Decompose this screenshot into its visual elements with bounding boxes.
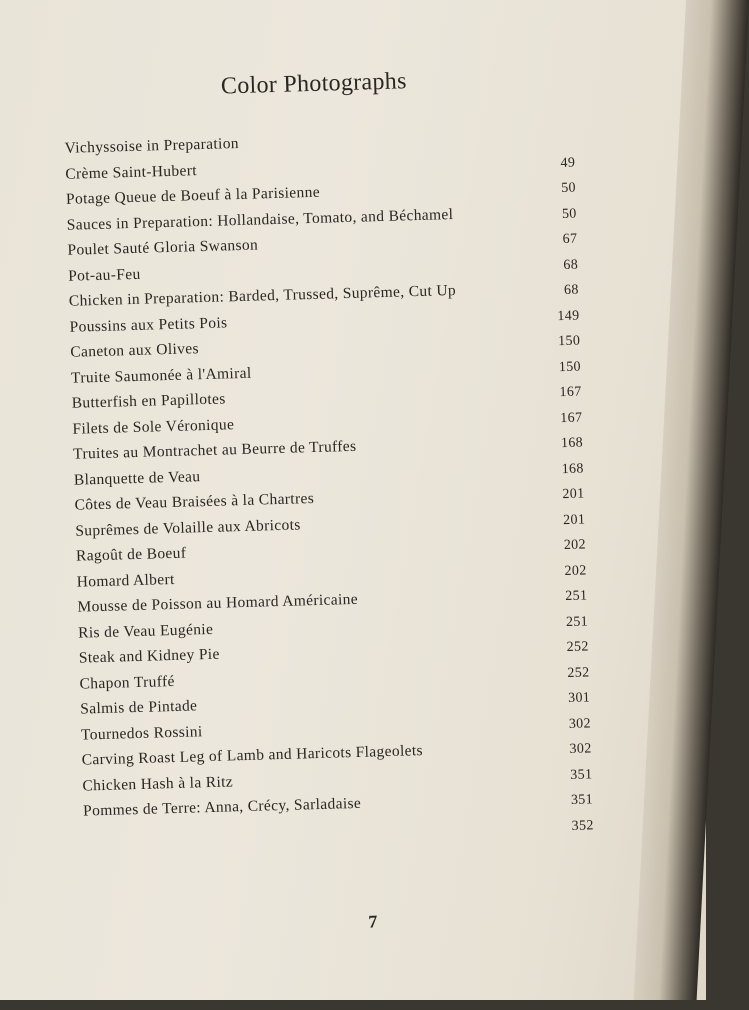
entry-page-number: 67	[562, 231, 578, 247]
entry-page-number: 301	[567, 690, 591, 706]
entry-page-number: 168	[560, 435, 584, 452]
entry-title: Pot-au-Feu	[67, 265, 141, 285]
entry-page-number: 168	[561, 460, 584, 477]
entry-title: Sauces in Preparation: Hollandaise, Tomato, and Béchamel	[66, 205, 454, 234]
entry-title: Filets de Sole Véronique	[72, 415, 235, 438]
entry-title: Chicken in Preparation: Barded, Trussed, Suprême, Cut Up	[68, 281, 457, 310]
entry-title: Côtes de Veau Braisées à la Chartres	[74, 490, 315, 514]
entry-title: Truites au Montrachet au Beurre de Truffes	[72, 437, 357, 463]
entry-page-number: 167	[559, 384, 582, 401]
entry-title: Crème Saint-Hubert	[65, 161, 198, 183]
entry-page-number: 202	[564, 562, 587, 579]
entry-title: Ragoût de Boeuf	[75, 544, 187, 565]
entry-title: Potage Queue de Boeuf à la Parisienne	[65, 183, 321, 208]
entry-title: Chapon Truffé	[79, 672, 175, 693]
entry-page-number: 351	[570, 766, 593, 783]
entry-page-number: 201	[562, 511, 586, 528]
entry-page-number: 302	[568, 715, 592, 732]
entry-title: Salmis de Pintade	[80, 697, 198, 718]
entry-page-number: 351	[570, 792, 594, 808]
entry-title: Suprêmes de Volaille aux Abricots	[75, 515, 301, 540]
entry-title: Butterfish en Papillotes	[71, 390, 226, 412]
entry-page-number: 251	[565, 588, 588, 605]
entry-page-number: 68	[563, 282, 579, 298]
page-number: 7	[368, 911, 378, 932]
entry-title: Ris de Veau Eugénie	[77, 620, 214, 642]
entry-page-number: 149	[557, 308, 580, 324]
photo-list	[64, 126, 594, 854]
entry-page-number: 251	[565, 613, 589, 630]
entry-page-number: 252	[567, 664, 590, 681]
entry-title: Pommes de Terre: Anna, Crécy, Sarladaise	[82, 794, 362, 820]
entry-page-number: 150	[558, 359, 582, 375]
entry-title: Tournedos Rossini	[80, 722, 203, 744]
entry-title: Chicken Hash à la Ritz	[82, 772, 234, 795]
entry-page-number: 150	[557, 333, 581, 350]
entry-title: Blanquette de Veau	[73, 467, 201, 489]
entry-page-number: 167	[560, 409, 583, 426]
entry-title: Steak and Kidney Pie	[78, 645, 220, 667]
entry-page-number: 50	[561, 180, 577, 196]
entry-page-number: 302	[569, 741, 592, 757]
entry-page-number: 50	[561, 206, 577, 222]
entry-title: Homard Albert	[76, 570, 175, 591]
entry-page-number: 352	[571, 817, 594, 834]
entry-page-number: 68	[563, 257, 579, 273]
entry-page-number: 202	[563, 537, 587, 554]
page-title: Color Photographs	[220, 68, 408, 100]
entry-page-number: 201	[562, 486, 585, 503]
entry-page-number: 49	[560, 155, 576, 171]
entry-title: Poussins aux Petits Pois	[69, 313, 228, 336]
entry-title: Caneton aux Olives	[70, 340, 200, 361]
entry-title: Carving Roast Leg of Lamb and Haricots Flageolets	[81, 742, 424, 769]
entry-page-number: 252	[566, 639, 589, 656]
entry-page-number	[534, 130, 574, 131]
entry-title: Poulet Sauté Gloria Swanson	[67, 236, 259, 259]
entry-title: Truite Saumonée à l'Amiral	[70, 364, 252, 387]
entry-title: Mousse de Poisson au Homard Américaine	[77, 590, 359, 616]
entry-title: Vichyssoise in Preparation	[64, 134, 240, 157]
